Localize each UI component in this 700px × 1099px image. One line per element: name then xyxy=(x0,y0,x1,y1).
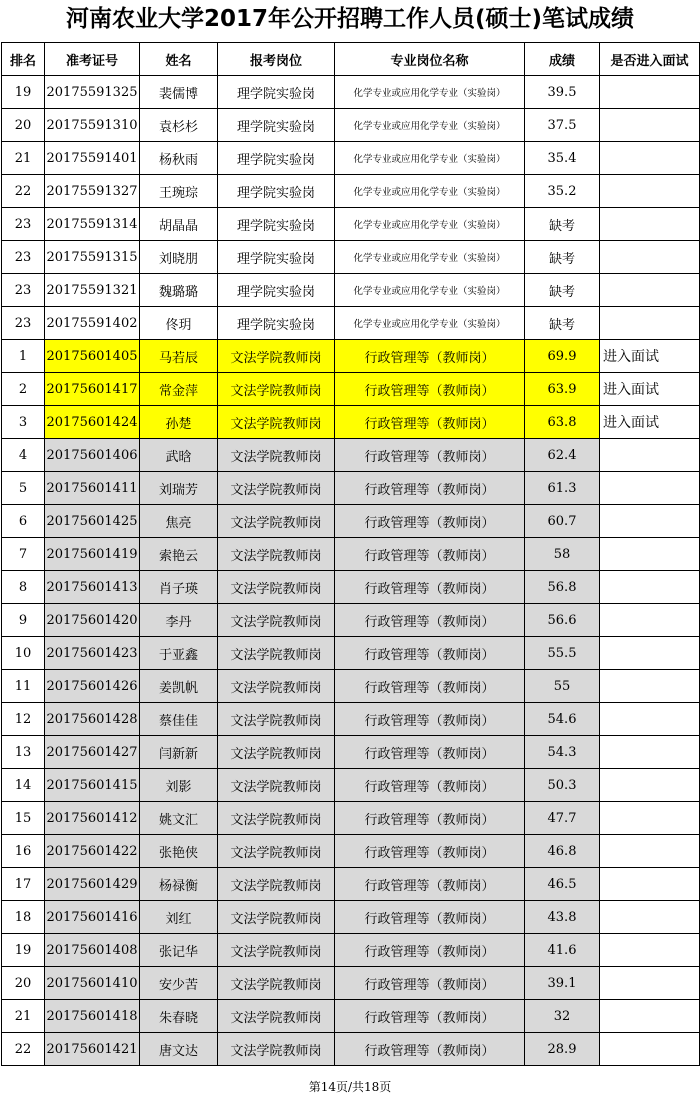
cell-name: 孙楚 xyxy=(140,406,218,439)
cell-interview xyxy=(600,274,700,307)
cell-exam-id: 20175601411 xyxy=(45,472,140,505)
table-row xyxy=(2,1033,700,1066)
cell-rank: 19 xyxy=(2,934,45,967)
cell-name: 张艳侠 xyxy=(140,835,218,868)
table-row xyxy=(2,736,700,769)
cell-exam-id: 20175601423 xyxy=(45,637,140,670)
cell-score: 69.9 xyxy=(525,340,600,373)
cell-rank: 16 xyxy=(2,835,45,868)
cell-score: 62.4 xyxy=(525,439,600,472)
cell-interview xyxy=(600,1033,700,1066)
cell-name: 武晗 xyxy=(140,439,218,472)
cell-exam-id: 20175601418 xyxy=(45,1000,140,1033)
header-interview: 是否进入面试 xyxy=(600,43,700,76)
cell-post: 理学院实验岗 xyxy=(218,175,335,208)
cell-interview xyxy=(600,736,700,769)
header-score: 成绩 xyxy=(525,43,600,76)
cell-rank: 12 xyxy=(2,703,45,736)
header-row xyxy=(2,43,700,76)
cell-score: 41.6 xyxy=(525,934,600,967)
cell-interview: 进入面试 xyxy=(600,373,700,406)
cell-interview xyxy=(600,505,700,538)
cell-post: 文法学院教师岗 xyxy=(218,571,335,604)
cell-score: 39.1 xyxy=(525,967,600,1000)
cell-name: 佟玥 xyxy=(140,307,218,340)
cell-major: 行政管理等（教师岗） xyxy=(335,670,525,703)
cell-post: 文法学院教师岗 xyxy=(218,769,335,802)
cell-name: 杨禄衡 xyxy=(140,868,218,901)
table-body xyxy=(2,76,700,1066)
cell-name: 朱春晓 xyxy=(140,1000,218,1033)
cell-major: 化学专业或应用化学专业（实验岗） xyxy=(335,274,525,307)
cell-exam-id: 20175601419 xyxy=(45,538,140,571)
table-row xyxy=(2,703,700,736)
cell-rank: 23 xyxy=(2,241,45,274)
table-row xyxy=(2,868,700,901)
table-row xyxy=(2,373,700,406)
cell-interview xyxy=(600,703,700,736)
cell-interview xyxy=(600,769,700,802)
cell-interview xyxy=(600,571,700,604)
cell-exam-id: 20175601425 xyxy=(45,505,140,538)
cell-rank: 17 xyxy=(2,868,45,901)
cell-rank: 23 xyxy=(2,274,45,307)
cell-interview xyxy=(600,439,700,472)
cell-score: 47.7 xyxy=(525,802,600,835)
cell-exam-id: 20175591325 xyxy=(45,76,140,109)
cell-major: 行政管理等（教师岗） xyxy=(335,769,525,802)
cell-interview xyxy=(600,934,700,967)
cell-exam-id: 20175601417 xyxy=(45,373,140,406)
cell-post: 理学院实验岗 xyxy=(218,307,335,340)
cell-exam-id: 20175601429 xyxy=(45,868,140,901)
cell-rank: 20 xyxy=(2,967,45,1000)
cell-name: 刘晓朋 xyxy=(140,241,218,274)
cell-interview xyxy=(600,967,700,1000)
cell-post: 文法学院教师岗 xyxy=(218,802,335,835)
cell-score: 35.4 xyxy=(525,142,600,175)
table-row xyxy=(2,934,700,967)
cell-post: 文法学院教师岗 xyxy=(218,934,335,967)
cell-rank: 19 xyxy=(2,76,45,109)
cell-interview xyxy=(600,472,700,505)
cell-major: 化学专业或应用化学专业（实验岗） xyxy=(335,109,525,142)
cell-major: 行政管理等（教师岗） xyxy=(335,571,525,604)
cell-interview xyxy=(600,637,700,670)
header-name: 姓名 xyxy=(140,43,218,76)
cell-score: 55 xyxy=(525,670,600,703)
cell-major: 化学专业或应用化学专业（实验岗） xyxy=(335,142,525,175)
cell-post: 文法学院教师岗 xyxy=(218,406,335,439)
cell-post: 文法学院教师岗 xyxy=(218,373,335,406)
cell-exam-id: 20175601406 xyxy=(45,439,140,472)
cell-post: 文法学院教师岗 xyxy=(218,868,335,901)
cell-interview xyxy=(600,175,700,208)
cell-interview xyxy=(600,76,700,109)
cell-score: 缺考 xyxy=(525,241,600,274)
cell-post: 理学院实验岗 xyxy=(218,241,335,274)
cell-name: 于亚鑫 xyxy=(140,637,218,670)
cell-major: 化学专业或应用化学专业（实验岗） xyxy=(335,175,525,208)
cell-post: 文法学院教师岗 xyxy=(218,1000,335,1033)
cell-rank: 1 xyxy=(2,340,45,373)
cell-score: 39.5 xyxy=(525,76,600,109)
cell-name: 姚文汇 xyxy=(140,802,218,835)
cell-rank: 4 xyxy=(2,439,45,472)
table-row xyxy=(2,1000,700,1033)
cell-interview xyxy=(600,109,700,142)
table-row xyxy=(2,637,700,670)
cell-interview xyxy=(600,538,700,571)
cell-major: 行政管理等（教师岗） xyxy=(335,1000,525,1033)
cell-exam-id: 20175591314 xyxy=(45,208,140,241)
cell-exam-id: 20175601412 xyxy=(45,802,140,835)
cell-rank: 22 xyxy=(2,175,45,208)
cell-name: 肖子瑛 xyxy=(140,571,218,604)
cell-rank: 22 xyxy=(2,1033,45,1066)
cell-interview xyxy=(600,1000,700,1033)
cell-interview: 进入面试 xyxy=(600,406,700,439)
table-row xyxy=(2,769,700,802)
cell-major: 行政管理等（教师岗） xyxy=(335,868,525,901)
table-row xyxy=(2,538,700,571)
cell-post: 文法学院教师岗 xyxy=(218,1033,335,1066)
cell-name: 闫新新 xyxy=(140,736,218,769)
cell-major: 行政管理等（教师岗） xyxy=(335,835,525,868)
cell-post: 文法学院教师岗 xyxy=(218,604,335,637)
cell-exam-id: 20175601410 xyxy=(45,967,140,1000)
cell-interview xyxy=(600,835,700,868)
cell-exam-id: 20175601405 xyxy=(45,340,140,373)
table-row xyxy=(2,604,700,637)
scores-table xyxy=(1,42,700,1066)
cell-rank: 15 xyxy=(2,802,45,835)
header-post: 报考岗位 xyxy=(218,43,335,76)
cell-rank: 7 xyxy=(2,538,45,571)
table-row xyxy=(2,208,700,241)
cell-exam-id: 20175591321 xyxy=(45,274,140,307)
cell-post: 理学院实验岗 xyxy=(218,76,335,109)
cell-score: 缺考 xyxy=(525,307,600,340)
cell-rank: 5 xyxy=(2,472,45,505)
cell-name: 杨秋雨 xyxy=(140,142,218,175)
cell-major: 行政管理等（教师岗） xyxy=(335,406,525,439)
table-row xyxy=(2,505,700,538)
cell-score: 54.3 xyxy=(525,736,600,769)
cell-score: 46.8 xyxy=(525,835,600,868)
table-row xyxy=(2,901,700,934)
cell-exam-id: 20175601421 xyxy=(45,1033,140,1066)
cell-score: 54.6 xyxy=(525,703,600,736)
page-title: 河南农业大学2017年公开招聘工作人员(硕士)笔试成绩 xyxy=(65,6,635,32)
cell-score: 43.8 xyxy=(525,901,600,934)
cell-major: 行政管理等（教师岗） xyxy=(335,967,525,1000)
cell-name: 索艳云 xyxy=(140,538,218,571)
cell-major: 化学专业或应用化学专业（实验岗） xyxy=(335,208,525,241)
cell-post: 理学院实验岗 xyxy=(218,142,335,175)
cell-exam-id: 20175601428 xyxy=(45,703,140,736)
cell-post: 文法学院教师岗 xyxy=(218,967,335,1000)
cell-interview xyxy=(600,802,700,835)
cell-rank: 11 xyxy=(2,670,45,703)
table-row xyxy=(2,142,700,175)
cell-major: 行政管理等（教师岗） xyxy=(335,736,525,769)
table-row xyxy=(2,307,700,340)
table-row xyxy=(2,967,700,1000)
cell-score: 63.8 xyxy=(525,406,600,439)
cell-rank: 10 xyxy=(2,637,45,670)
cell-rank: 18 xyxy=(2,901,45,934)
cell-interview xyxy=(600,901,700,934)
cell-score: 55.5 xyxy=(525,637,600,670)
cell-interview xyxy=(600,604,700,637)
cell-post: 文法学院教师岗 xyxy=(218,703,335,736)
cell-rank: 20 xyxy=(2,109,45,142)
cell-exam-id: 20175591327 xyxy=(45,175,140,208)
cell-score: 56.8 xyxy=(525,571,600,604)
table-row xyxy=(2,109,700,142)
cell-major: 化学专业或应用化学专业（实验岗） xyxy=(335,76,525,109)
cell-major: 行政管理等（教师岗） xyxy=(335,802,525,835)
cell-exam-id: 20175591402 xyxy=(45,307,140,340)
cell-post: 文法学院教师岗 xyxy=(218,835,335,868)
cell-score: 60.7 xyxy=(525,505,600,538)
cell-post: 文法学院教师岗 xyxy=(218,538,335,571)
cell-name: 刘红 xyxy=(140,901,218,934)
cell-score: 58 xyxy=(525,538,600,571)
cell-rank: 23 xyxy=(2,208,45,241)
cell-score: 缺考 xyxy=(525,274,600,307)
cell-rank: 23 xyxy=(2,307,45,340)
cell-name: 刘影 xyxy=(140,769,218,802)
cell-major: 化学专业或应用化学专业（实验岗） xyxy=(335,241,525,274)
cell-exam-id: 20175591315 xyxy=(45,241,140,274)
table-row xyxy=(2,835,700,868)
cell-exam-id: 20175601426 xyxy=(45,670,140,703)
cell-interview xyxy=(600,142,700,175)
cell-rank: 8 xyxy=(2,571,45,604)
cell-rank: 9 xyxy=(2,604,45,637)
cell-rank: 2 xyxy=(2,373,45,406)
header-rank: 排名 xyxy=(2,43,45,76)
cell-score: 63.9 xyxy=(525,373,600,406)
cell-post: 理学院实验岗 xyxy=(218,109,335,142)
cell-interview xyxy=(600,241,700,274)
cell-post: 文法学院教师岗 xyxy=(218,670,335,703)
cell-post: 理学院实验岗 xyxy=(218,208,335,241)
cell-score: 32 xyxy=(525,1000,600,1033)
cell-interview xyxy=(600,307,700,340)
cell-major: 行政管理等（教师岗） xyxy=(335,1033,525,1066)
cell-exam-id: 20175591401 xyxy=(45,142,140,175)
cell-rank: 21 xyxy=(2,1000,45,1033)
table-row xyxy=(2,406,700,439)
cell-major: 行政管理等（教师岗） xyxy=(335,934,525,967)
cell-exam-id: 20175601420 xyxy=(45,604,140,637)
cell-rank: 13 xyxy=(2,736,45,769)
cell-name: 马若辰 xyxy=(140,340,218,373)
cell-name: 姜凯帆 xyxy=(140,670,218,703)
table-row xyxy=(2,472,700,505)
header-exam-id: 准考证号 xyxy=(45,43,140,76)
cell-major: 行政管理等（教师岗） xyxy=(335,637,525,670)
table-row xyxy=(2,670,700,703)
cell-name: 张记华 xyxy=(140,934,218,967)
table-row xyxy=(2,241,700,274)
cell-post: 文法学院教师岗 xyxy=(218,736,335,769)
cell-exam-id: 20175591310 xyxy=(45,109,140,142)
table-row xyxy=(2,175,700,208)
cell-name: 袁杉杉 xyxy=(140,109,218,142)
cell-post: 文法学院教师岗 xyxy=(218,637,335,670)
cell-score: 61.3 xyxy=(525,472,600,505)
cell-name: 刘瑞芳 xyxy=(140,472,218,505)
cell-interview xyxy=(600,868,700,901)
cell-name: 安少苦 xyxy=(140,967,218,1000)
cell-post: 文法学院教师岗 xyxy=(218,472,335,505)
table-row xyxy=(2,274,700,307)
cell-exam-id: 20175601415 xyxy=(45,769,140,802)
cell-name: 焦亮 xyxy=(140,505,218,538)
cell-rank: 21 xyxy=(2,142,45,175)
cell-score: 缺考 xyxy=(525,208,600,241)
cell-major: 行政管理等（教师岗） xyxy=(335,538,525,571)
cell-post: 文法学院教师岗 xyxy=(218,439,335,472)
cell-major: 行政管理等（教师岗） xyxy=(335,604,525,637)
cell-major: 行政管理等（教师岗） xyxy=(335,472,525,505)
cell-interview xyxy=(600,670,700,703)
header-major: 专业岗位名称 xyxy=(335,43,525,76)
cell-name: 胡晶晶 xyxy=(140,208,218,241)
cell-major: 行政管理等（教师岗） xyxy=(335,505,525,538)
cell-exam-id: 20175601427 xyxy=(45,736,140,769)
cell-exam-id: 20175601408 xyxy=(45,934,140,967)
cell-exam-id: 20175601416 xyxy=(45,901,140,934)
cell-rank: 6 xyxy=(2,505,45,538)
cell-score: 50.3 xyxy=(525,769,600,802)
cell-exam-id: 20175601422 xyxy=(45,835,140,868)
cell-name: 裴儒博 xyxy=(140,76,218,109)
cell-major: 行政管理等（教师岗） xyxy=(335,373,525,406)
cell-major: 行政管理等（教师岗） xyxy=(335,703,525,736)
cell-score: 37.5 xyxy=(525,109,600,142)
cell-post: 文法学院教师岗 xyxy=(218,340,335,373)
table-row xyxy=(2,76,700,109)
cell-post: 理学院实验岗 xyxy=(218,274,335,307)
table-row xyxy=(2,802,700,835)
table-row xyxy=(2,571,700,604)
cell-interview: 进入面试 xyxy=(600,340,700,373)
cell-score: 28.9 xyxy=(525,1033,600,1066)
cell-interview xyxy=(600,208,700,241)
cell-name: 常金萍 xyxy=(140,373,218,406)
cell-exam-id: 20175601413 xyxy=(45,571,140,604)
cell-post: 文法学院教师岗 xyxy=(218,505,335,538)
cell-major: 行政管理等（教师岗） xyxy=(335,439,525,472)
cell-post: 文法学院教师岗 xyxy=(218,901,335,934)
table-row xyxy=(2,340,700,373)
cell-major: 行政管理等（教师岗） xyxy=(335,901,525,934)
table-row xyxy=(2,439,700,472)
cell-rank: 14 xyxy=(2,769,45,802)
cell-name: 王琬琮 xyxy=(140,175,218,208)
cell-rank: 3 xyxy=(2,406,45,439)
cell-exam-id: 20175601424 xyxy=(45,406,140,439)
cell-name: 魏璐璐 xyxy=(140,274,218,307)
cell-score: 46.5 xyxy=(525,868,600,901)
cell-name: 李丹 xyxy=(140,604,218,637)
cell-score: 35.2 xyxy=(525,175,600,208)
page-number: 第14页/共18页 xyxy=(308,1080,392,1094)
cell-score: 56.6 xyxy=(525,604,600,637)
cell-name: 蔡佳佳 xyxy=(140,703,218,736)
cell-name: 唐文达 xyxy=(140,1033,218,1066)
cell-major: 行政管理等（教师岗） xyxy=(335,340,525,373)
cell-major: 化学专业或应用化学专业（实验岗） xyxy=(335,307,525,340)
